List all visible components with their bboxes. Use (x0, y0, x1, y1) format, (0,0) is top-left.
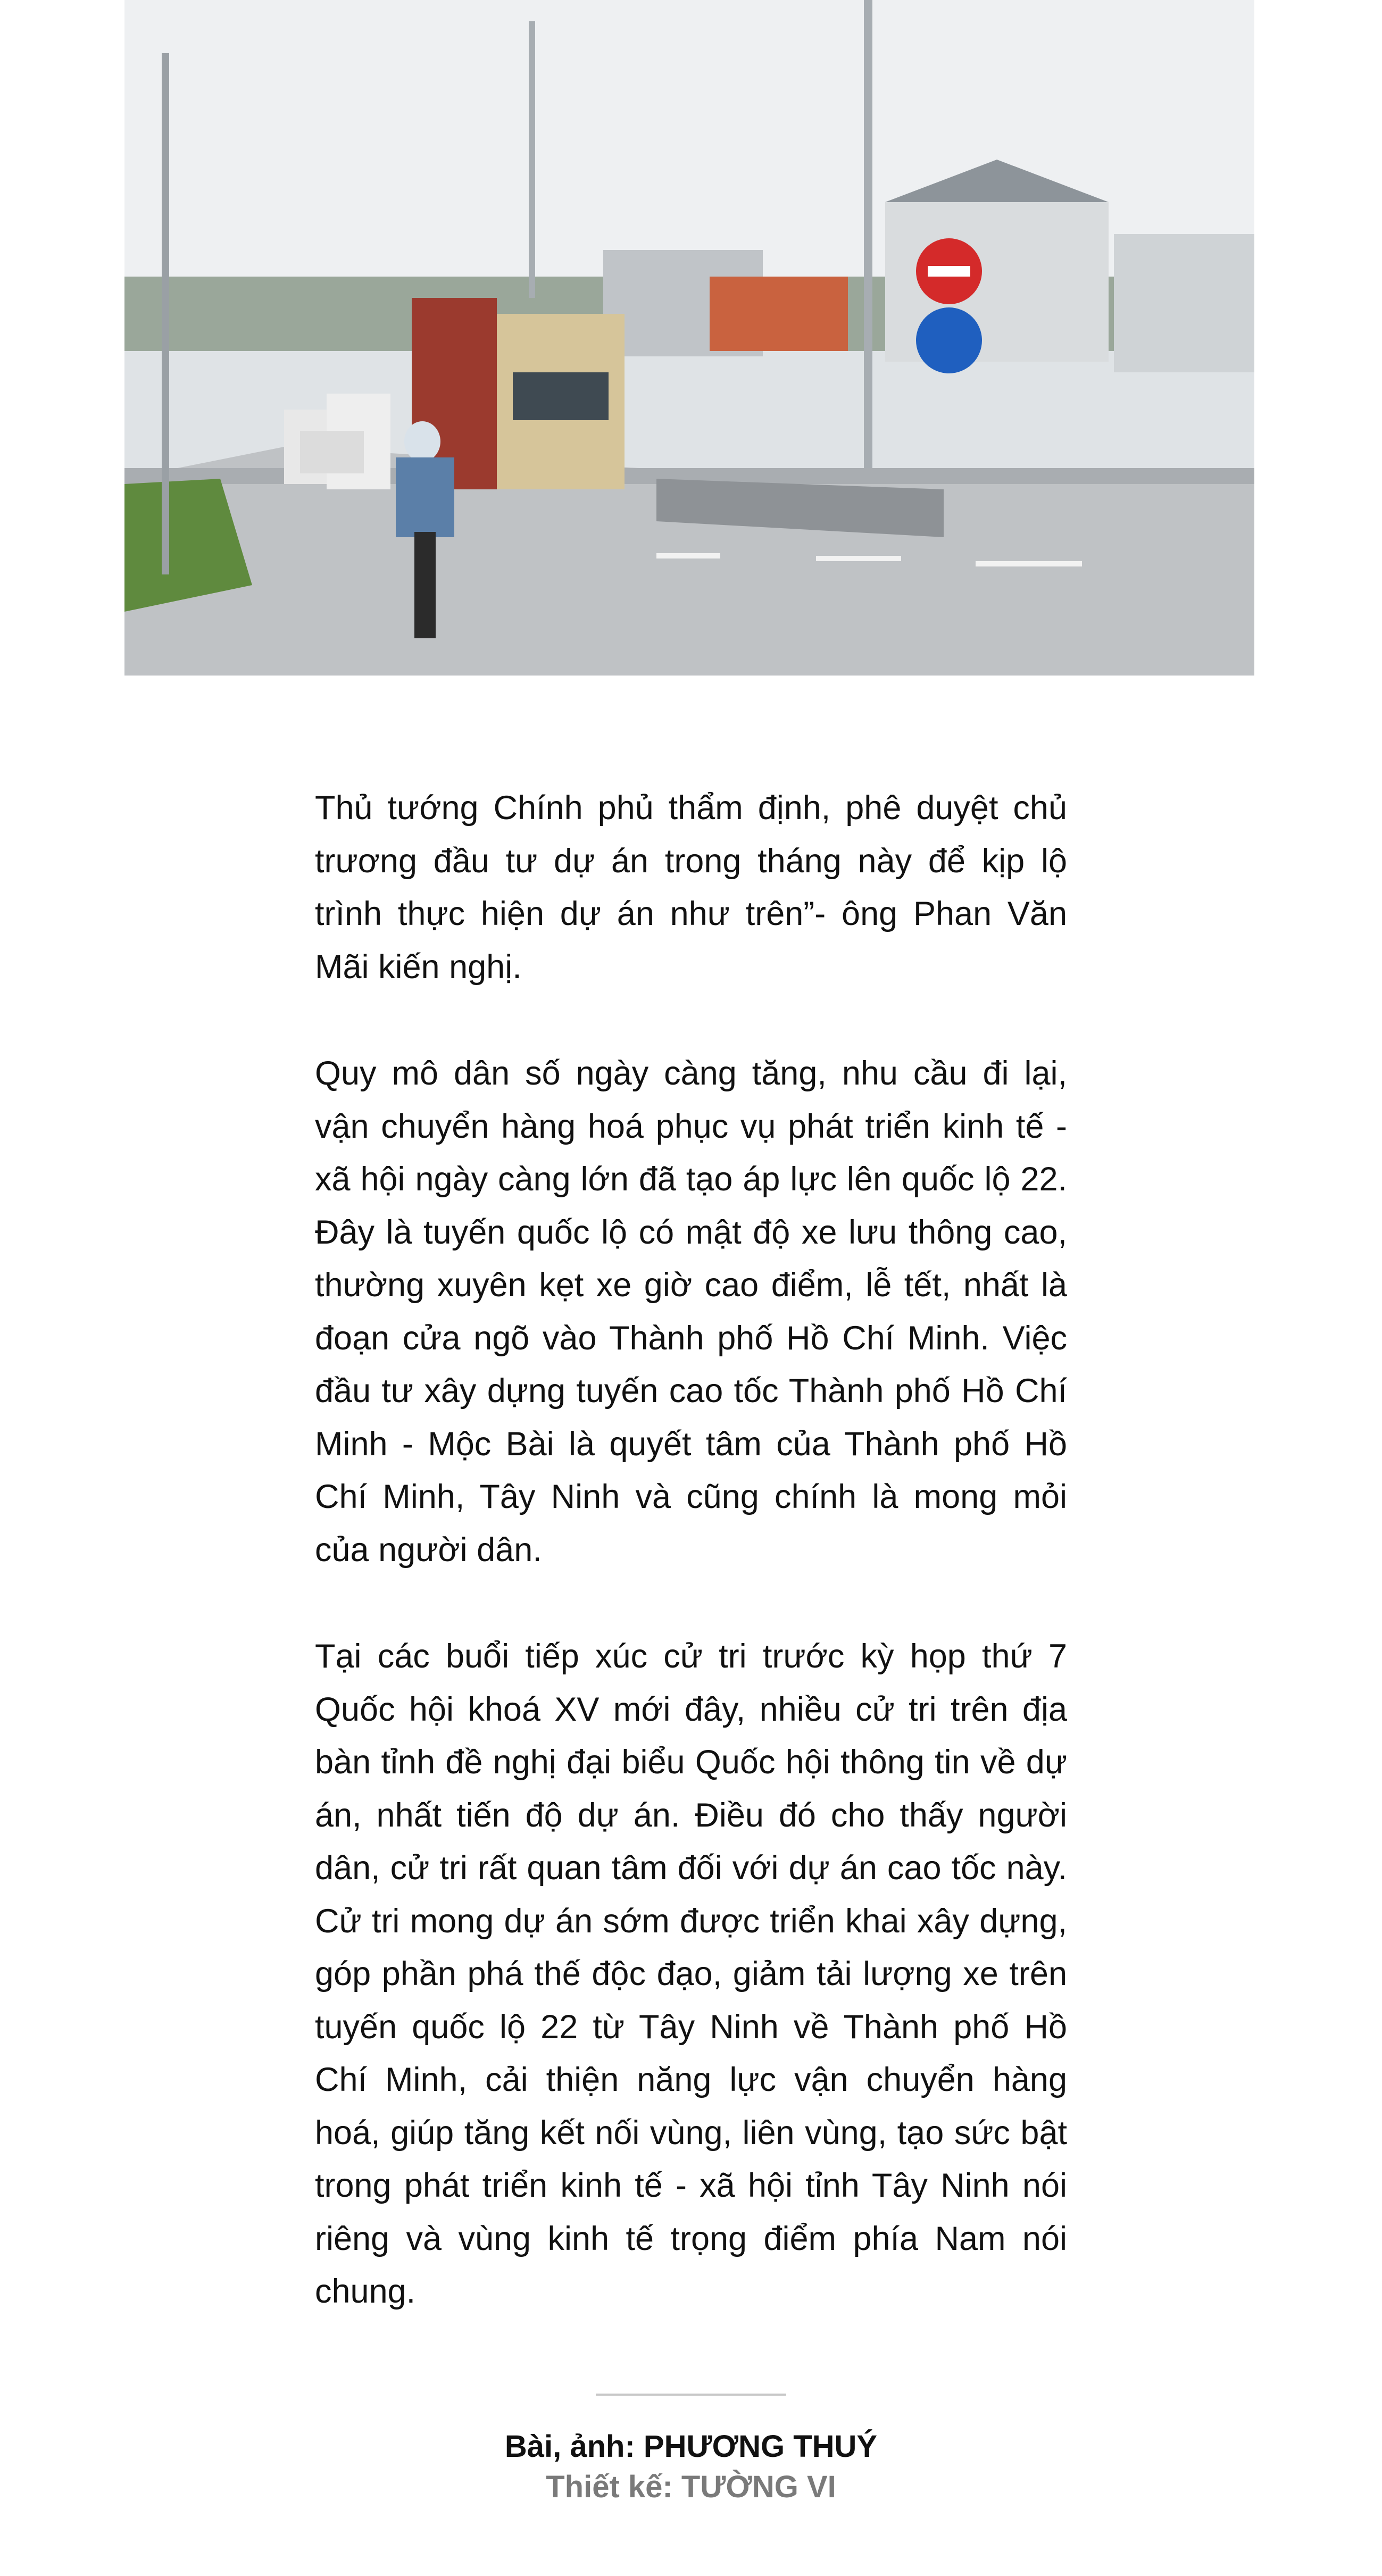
article-paragraph: Tại các buổi tiếp xúc cử tri trước kỳ họp thứ 7 Quốc hội khoá XV mới đây, nhiều cử tri trên địa bàn tỉnh đề nghị đại biểu Quốc hội thông tin về dự án, nhất tiến độ dự án. Điều đó cho thấy người dân, cử tri rất quan tâm đối với dự án cao tốc này. Cử tri mong dự án sớm được triển khai xây dựng, góp phần phá thế độc đạo, giảm tải lượng xe trên tuyến quốc lộ 22 từ Tây Ninh về Thành phố Hồ Chí Minh, cải thiện năng lực vận chuyển hàng hoá, giúp tăng kết nối vùng, liên vùng, tạo sức bật trong phát triển kinh tế - xã hội tỉnh Tây Ninh nói riêng và vùng kinh tế trọng điểm phía Nam nói chung. (315, 1638, 1067, 2310)
street-photo-icon (124, 0, 1254, 676)
credit-design: Thiết kế: TƯỜNG VI (546, 2470, 836, 2504)
street-photo (124, 0, 1254, 676)
credits (0, 2427, 1382, 2507)
credits-divider (596, 2394, 786, 2396)
article-paragraph: Thủ tướng Chính phủ thẩm định, phê duyệt chủ trương đầu tư dự án trong tháng này để kịp lộ trình thực hiện dự án như trên”- ông Phan Văn Mãi kiến nghị. (315, 789, 1067, 986)
article-body (315, 782, 1067, 2372)
credit-author: Bài, ảnh: PHƯƠNG THUÝ (504, 2429, 878, 2464)
article-paragraph: Quy mô dân số ngày càng tăng, nhu cầu đi lại, vận chuyển hàng hoá phục vụ phát triển kinh tế - xã hội ngày càng lớn đã tạo áp lực lên quốc lộ 22. Đây là tuyến quốc lộ có mật độ xe lưu thông cao, thường xuyên kẹt xe giờ cao điểm, lễ tết, nhất là đoạn cửa ngõ vào Thành phố Hồ Chí Minh. Việc đầu tư xây dựng tuyến cao tốc Thành phố Hồ Chí Minh - Mộc Bài là quyết tâm của Thành phố Hồ Chí Minh, Tây Ninh và cũng chính là mong mỏi của người dân. (315, 1055, 1067, 1569)
